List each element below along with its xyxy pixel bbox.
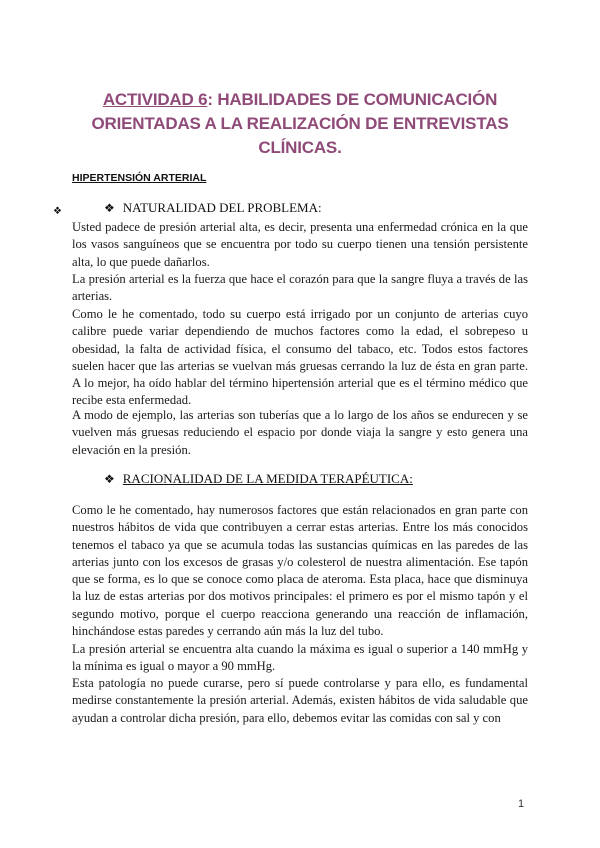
title-activity: ACTIVIDAD 6 (102, 90, 208, 109)
section2-heading-text: RACIONALIDAD DE LA MEDIDA TERAPÉUTICA: (122, 471, 413, 486)
section1-paragraph: Como le he comentado, todo su cuerpo está irrigado por un conjunto de arterias cuyo calibre puede variar dependiendo de muchos factores como la edad, el sobrepeso u obesidad, la falta de actividad física, el consumo del tabaco, etc. Todos estos factores suelen hacer que las arterias se vuelvan más gruesas cerrando la luz de ésta en gran parte. A lo mejor, ha oído hablar del término hipertensión arterial que es el término médico que recibe esta enfermedad. (72, 307, 528, 408)
diamond-bullet-icon: ❖ (104, 201, 115, 215)
page-number: 1 (518, 798, 525, 810)
stray-diamond-icon: ❖ (53, 206, 62, 217)
section1-heading-text: NATURALIDAD DEL PROBLEMA: (122, 200, 322, 215)
section1-paragraph: A modo de ejemplo, las arterias son tuberías que a lo largo de los años se endurecen y se vuelven más gruesas reduciendo el espacio por donde viaja la sangre y esto genera una elevación en la presión. (72, 408, 528, 457)
section2-paragraph: Como le he comentado, hay numerosos factores que están relacionados en gran parte con nuestros hábitos de vida que contribuyen a cerrar estas arterias. Entre los más conocidos tenemos el tabaco ya que se acumula todas las sustancias químicas en las paredes de las arterias junto con los excesos de grasas y/o colesterol de nuestra alimentación. Ese tapón que se forma, es lo que se conoce como placa de ateroma. Esta placa, hace que disminuya la luz de estas arterias por dos motivos principales: el primero es por el mismo tapón y el segundo motivo, porque el cuerpo reacciona generando una reacción de inflamación, hinchándose estas paredes y cerrando aún más la luz del tubo. (72, 503, 528, 639)
section2-paragraph: Esta patología no puede curarse, pero sí puede controlarse y para ello, es fundamental medirse constantemente la presión arterial. Además, existen hábitos de vida saludable que ayudan a controlar dicha presión, para ello, debemos evitar las comidas con sal y con (72, 676, 528, 725)
section1-heading (104, 200, 322, 216)
subheading-hipertension: HIPERTENSIÓN ARTERIAL (72, 172, 207, 184)
section2-heading (104, 471, 413, 487)
page-title (62, 88, 538, 160)
section1-paragraph: La presión arterial es la fuerza que hace el corazón para que la sangre fluya a través de las arterias. (72, 272, 528, 304)
section2-paragraph: La presión arterial se encuentra alta cuando la máxima es igual o superior a 140 mmHg y la mínima es igual o mayor a 90 mmHg. (72, 642, 528, 674)
diamond-bullet-icon: ❖ (104, 472, 115, 486)
section1-paragraph: Usted padece de presión arterial alta, es decir, presenta una enfermedad crónica en la que los vasos sanguíneos que se encuentra por todo su cuerpo tienen una tensión persistente alta, lo que puede dañarlos. (72, 220, 528, 269)
title-rest: : HABILIDADES DE COMUNICACIÓN ORIENTADAS A LA REALIZACIÓN DE ENTREVISTAS CLÍNICAS. (91, 90, 509, 157)
